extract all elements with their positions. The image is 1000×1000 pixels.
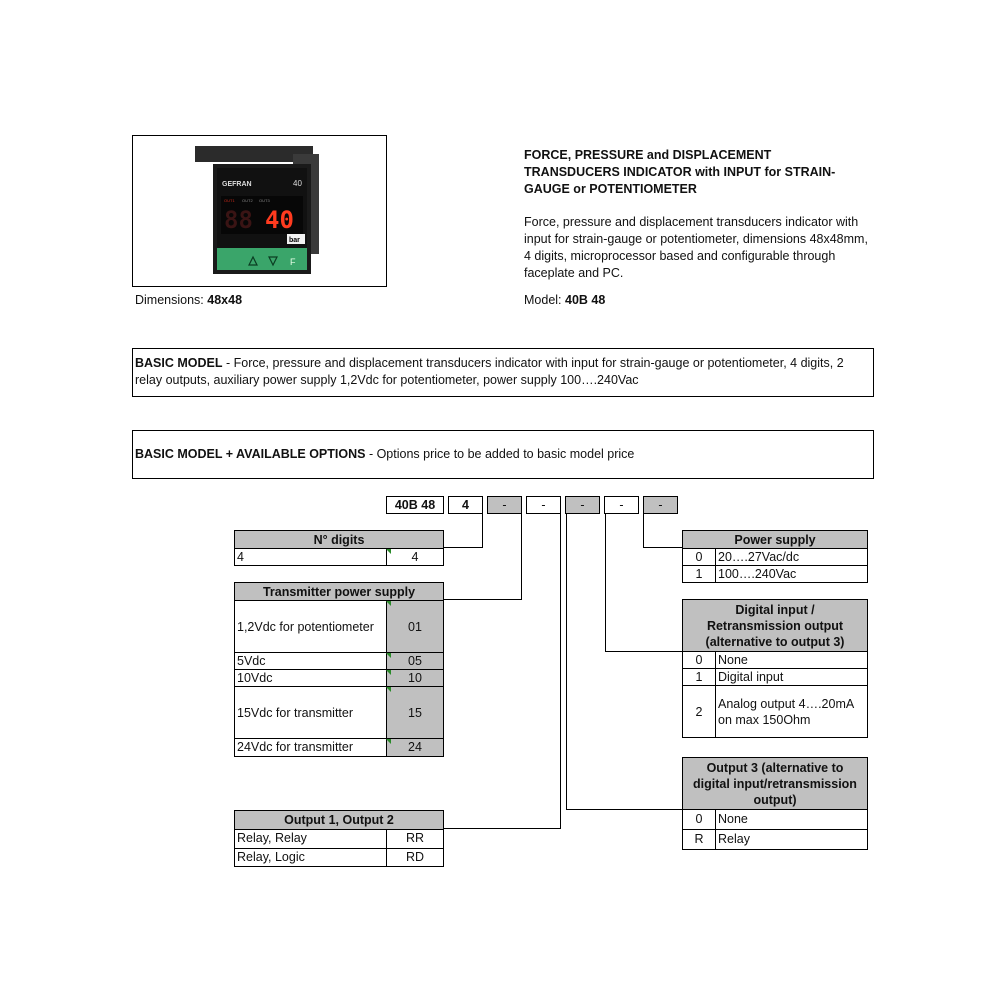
power-supply-row-desc: 100….240Vac [715, 565, 868, 583]
connector-power-supply-h [643, 547, 683, 548]
code-box-model: 40B 48 [386, 496, 444, 514]
tps-row-code: 05 [386, 652, 444, 670]
output3-row-code: R [682, 829, 716, 850]
digital-input-row-code: 2 [682, 685, 716, 738]
basic-model-label: BASIC MODEL [135, 356, 223, 370]
output3-row-code: 0 [682, 809, 716, 830]
cell-marker [386, 687, 391, 692]
model-value: 40B 48 [565, 293, 606, 307]
svg-text:OUT3: OUT3 [259, 198, 270, 203]
model-caption [524, 292, 605, 309]
device-display-value: 40 [265, 206, 294, 234]
tps-row-code: 24 [386, 738, 444, 757]
connector-output3 [566, 514, 567, 810]
code-box-output12: - [526, 496, 561, 514]
tps-row-code: 10 [386, 669, 444, 687]
svg-text:OUT2: OUT2 [242, 198, 253, 203]
digits-row-code: 4 [386, 548, 444, 566]
dimensions-value: 48x48 [207, 293, 243, 307]
tps-table-header: Transmitter power supply [234, 582, 444, 601]
code-box-tps: - [487, 496, 522, 514]
connector-output12 [560, 514, 561, 829]
device-brand: GEFRAN [222, 181, 252, 188]
tps-row-code: 15 [386, 686, 444, 739]
cell-marker [386, 549, 391, 554]
tps-row-desc: 24Vdc for transmitter [234, 738, 387, 757]
basic-model-text: - Force, pressure and displacement transducers indicator with input for strain-gauge or potentiometer, 4 digits, 2 relay outputs, auxiliary power supply 1,2Vdc for potentiometer, power supply 100….240Vac [135, 356, 844, 387]
digital-input-row-desc: None [715, 651, 868, 669]
basic-model-box [132, 348, 874, 397]
product-image-frame [132, 135, 387, 287]
digital-input-table-header: Digital input / Retransmission output (alternative to output 3) [682, 599, 868, 652]
digits-table-header: N° digits [234, 530, 444, 549]
connector-digits [482, 514, 483, 548]
options-box [132, 430, 874, 479]
cell-marker [386, 670, 391, 675]
connector-tps-h [443, 599, 522, 600]
digital-input-row-code: 0 [682, 651, 716, 669]
model-label: Model: [524, 293, 562, 307]
svg-text:OUT1: OUT1 [224, 198, 235, 203]
options-label: BASIC MODEL + AVAILABLE OPTIONS [135, 447, 366, 461]
digital-input-row-desc: Analog output 4….20mA on max 150Ohm [715, 685, 868, 738]
code-box-digits: 4 [448, 496, 483, 514]
connector-output3-h [566, 809, 683, 810]
connector-digits-h [443, 547, 483, 548]
device-number: 40 [293, 179, 302, 188]
digits-row-desc: 4 [234, 548, 387, 566]
dimensions-label: Dimensions: [135, 293, 204, 307]
tps-row-desc: 5Vdc [234, 652, 387, 670]
output12-row-code: RD [386, 848, 444, 867]
output12-row-code: RR [386, 829, 444, 849]
power-supply-row-code: 1 [682, 565, 716, 583]
output12-table-header: Output 1, Output 2 [234, 810, 444, 830]
cell-marker [386, 739, 391, 744]
code-box-output3: - [565, 496, 600, 514]
device-image [133, 136, 386, 286]
device-unit-label: bar [289, 237, 300, 244]
connector-digital-input-h [605, 651, 683, 652]
power-supply-row-code: 0 [682, 548, 716, 566]
digital-input-row-desc: Digital input [715, 668, 868, 686]
output3-row-desc: None [715, 809, 868, 830]
code-box-power-supply: - [643, 496, 678, 514]
tps-row-desc: 15Vdc for transmitter [234, 686, 387, 739]
connector-digital-input [605, 514, 606, 652]
tps-row-desc: 10Vdc [234, 669, 387, 687]
tps-row-desc: 1,2Vdc for potentiometer [234, 600, 387, 653]
power-supply-table-header: Power supply [682, 530, 868, 549]
function-key-icon: F [290, 257, 296, 267]
power-supply-row-desc: 20….27Vac/dc [715, 548, 868, 566]
cell-marker [386, 653, 391, 658]
digital-input-row-code: 1 [682, 668, 716, 686]
cell-marker [386, 601, 391, 606]
output3-row-desc: Relay [715, 829, 868, 850]
options-text: - Options price to be added to basic model price [365, 447, 635, 461]
tps-row-code: 01 [386, 600, 444, 653]
connector-power-supply [643, 514, 644, 548]
dimensions-caption [135, 292, 242, 309]
connector-tps [521, 514, 522, 600]
output3-table-header: Output 3 (alternative to digital input/retransmission output) [682, 757, 868, 810]
product-title: FORCE, PRESSURE and DISPLACEMENT TRANSDUCERS INDICATOR with INPUT for STRAIN-GAUGE or POTENTIOMETER [524, 148, 836, 196]
output12-row-desc: Relay, Relay [234, 829, 387, 849]
connector-output12-h [443, 828, 561, 829]
code-box-digital-input: - [604, 496, 639, 514]
output12-row-desc: Relay, Logic [234, 848, 387, 867]
product-description: Force, pressure and displacement transducers indicator with input for strain-gauge or potentiometer, dimensions 48x48mm, 4 digits, microprocessor based and configurable through faceplate and PC. [524, 215, 868, 280]
svg-text:88: 88 [224, 206, 253, 234]
